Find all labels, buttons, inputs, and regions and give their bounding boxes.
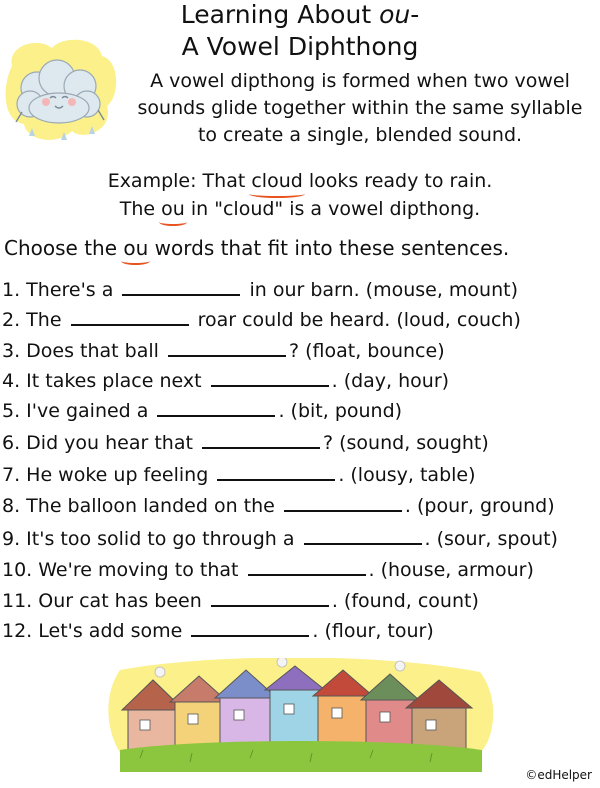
question-choices: . (bit, pound)	[278, 400, 403, 422]
example-line-2	[0, 196, 600, 223]
question-choices: ? (float, bounce)	[288, 340, 445, 362]
question	[2, 366, 449, 396]
example-text: looks ready to rain.	[302, 170, 493, 192]
question-choices: . (lousy, table)	[338, 464, 476, 486]
answer-blank[interactable]	[284, 492, 402, 512]
question-text: 12. Let's add some	[2, 620, 189, 642]
question-choices: . (sour, spout)	[424, 528, 558, 550]
copyright: ©edHelper	[525, 768, 592, 782]
question-text: 9. It's too solid to go through a	[2, 528, 301, 550]
question-text: 4. It takes place next	[2, 370, 208, 392]
example-text: in "cloud" is a vowel dipthong.	[184, 198, 481, 220]
question	[2, 491, 555, 521]
question-choices: roar could be heard. (loud, couch)	[191, 309, 521, 331]
question	[2, 428, 489, 458]
instruction-text: Choose the	[4, 236, 124, 260]
answer-blank[interactable]	[168, 337, 286, 357]
intro-line: A vowel dipthong is formed when two vowel	[150, 70, 570, 92]
question	[2, 555, 534, 585]
question	[2, 586, 479, 616]
title-suffix: -	[410, 0, 420, 29]
question-choices: . (pour, ground)	[404, 495, 555, 517]
answer-blank[interactable]	[304, 525, 422, 545]
question-text: 5. I've gained a	[2, 400, 155, 422]
question-text: 3. Does that ball	[2, 340, 165, 362]
instruction-underlined-word: ou	[123, 236, 149, 260]
instruction	[4, 234, 509, 262]
question-choices: ? (sound, sought)	[322, 432, 489, 454]
question-choices: . (day, hour)	[331, 370, 450, 392]
cloud-illustration	[2, 36, 122, 151]
question	[2, 275, 518, 305]
example-underlined-word: cloud	[251, 168, 302, 195]
question-choices: in our barn. (mouse, mount)	[243, 279, 518, 301]
answer-blank[interactable]	[191, 617, 309, 637]
answer-blank[interactable]	[122, 276, 240, 296]
question-choices: . (found, count)	[331, 590, 479, 612]
answer-blank[interactable]	[211, 587, 329, 607]
question	[2, 336, 445, 366]
intro-line: to create a single, blended sound.	[197, 124, 523, 146]
example-line-1	[0, 168, 600, 195]
question	[2, 396, 402, 426]
title-text: Learning About	[180, 0, 380, 29]
question-text: 8. The balloon landed on the	[2, 495, 281, 517]
title-italic: ou	[379, 0, 411, 29]
instruction-text: words that fit into these sentences.	[148, 236, 510, 260]
answer-blank[interactable]	[157, 397, 275, 417]
answer-blank[interactable]	[202, 429, 320, 449]
houses-illustration	[100, 658, 500, 772]
question	[2, 616, 434, 646]
answer-blank[interactable]	[248, 556, 366, 576]
answer-blank[interactable]	[211, 367, 329, 387]
question	[2, 524, 558, 554]
question	[2, 305, 521, 335]
question-text: 1. There's a	[2, 279, 120, 301]
intro-paragraph	[120, 68, 600, 149]
example-underlined-word: ou	[161, 196, 185, 223]
example-text: The	[119, 198, 162, 220]
question-text: 11. Our cat has been	[2, 590, 208, 612]
question-choices: . (flour, tour)	[312, 620, 434, 642]
question-text: 7. He woke up feeling	[2, 464, 215, 486]
intro-line: sounds glide together within the same syllable	[137, 97, 583, 119]
answer-blank[interactable]	[217, 461, 335, 481]
answer-blank[interactable]	[71, 306, 189, 326]
page-subtitle: A Vowel Diphthong	[181, 32, 419, 61]
page-title	[0, 0, 600, 30]
question	[2, 460, 476, 490]
question-choices: . (house, armour)	[368, 559, 534, 581]
question-text: 10. We're moving to that	[2, 559, 245, 581]
question-text: 6. Did you hear that	[2, 432, 199, 454]
question-text: 2. The	[2, 309, 68, 331]
example-text: Example: That	[107, 170, 252, 192]
